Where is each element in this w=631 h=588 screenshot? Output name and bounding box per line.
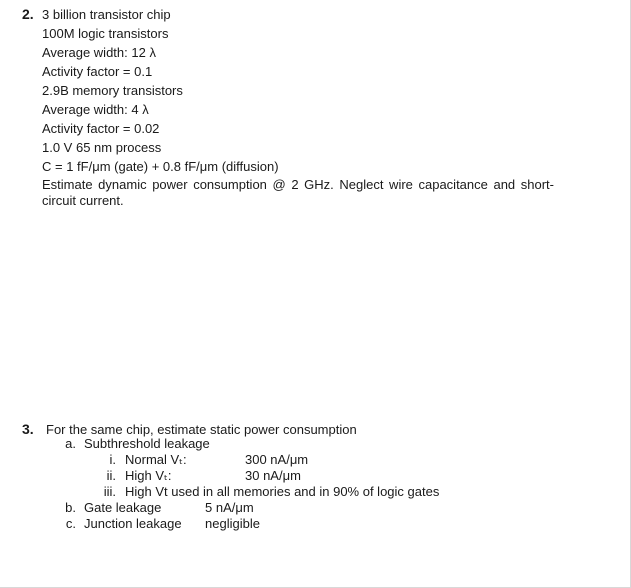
memory-transistor-count: 2.9B memory transistors — [42, 83, 183, 98]
logic-average-width: Average width: 12 λ — [42, 45, 156, 60]
normal-vt-value: 300 nA/μm — [245, 452, 309, 467]
list-marker-a: a. — [65, 436, 76, 451]
junction-leakage-value: negligible — [205, 516, 260, 531]
list-marker-iii: iii. — [103, 484, 116, 499]
problem-2-number: 2. — [22, 6, 34, 22]
high-vt-usage-note: High Vt used in all memories and in 90% of logic gates — [125, 484, 440, 499]
process-spec: 1.0 V 65 nm process — [42, 140, 162, 155]
problem-2-task: Estimate dynamic power consumption @ 2 GHz. Neglect wire capacitance and short-circuit current. — [42, 177, 554, 208]
gate-leakage-label: Gate leakage — [84, 500, 162, 515]
subthreshold-leakage-label: Subthreshold leakage — [84, 436, 210, 451]
list-marker-b: b. — [65, 500, 76, 515]
memory-activity-factor: Activity factor = 0.02 — [42, 121, 160, 136]
capacitance-spec: C = 1 fF/μm (gate) + 0.8 fF/μm (diffusion) — [42, 159, 279, 174]
problem-2-title: 3 billion transistor chip — [42, 7, 171, 22]
problem-2-details — [42, 24, 554, 209]
problem-3-title: For the same chip, estimate static power consumption — [46, 422, 357, 437]
high-vt-label: High Vₜ: — [125, 468, 172, 483]
list-marker-ii: ii. — [106, 468, 116, 483]
list-marker-i: i. — [109, 452, 116, 467]
logic-activity-factor: Activity factor = 0.1 — [42, 64, 153, 79]
logic-transistor-count: 100M logic transistors — [42, 26, 169, 41]
list-marker-c: c. — [65, 516, 76, 531]
junction-leakage-label: Junction leakage — [84, 516, 182, 531]
gate-leakage-value: 5 nA/μm — [205, 500, 254, 515]
high-vt-value: 30 nA/μm — [245, 468, 301, 483]
memory-average-width: Average width: 4 λ — [42, 102, 149, 117]
problem-3-number: 3. — [22, 421, 34, 437]
normal-vt-label: Normal Vₜ: — [125, 452, 187, 467]
